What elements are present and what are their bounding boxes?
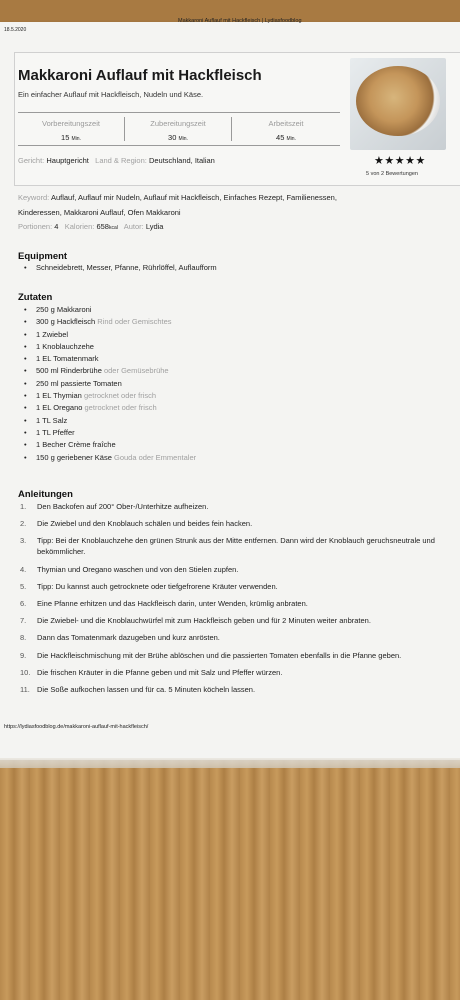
- cook-time: [125, 113, 231, 145]
- step-text: Die Hackfleischmischung mit der Brühe ablöschen und die passierten Tomaten ebenfalls in die Pfanne geben.: [37, 650, 402, 660]
- ingredient-item: [22, 316, 196, 328]
- work-time-value: 45: [276, 133, 285, 142]
- servings-label: Portionen:: [18, 222, 53, 231]
- ingredient-item: [22, 390, 196, 402]
- course-value: Hauptgericht: [46, 156, 89, 165]
- prep-time: [18, 113, 124, 145]
- work-time-unit: Min.: [286, 136, 296, 142]
- step-number: 1.: [20, 502, 27, 511]
- ingredient-text: 1 EL Tomatenmark: [36, 354, 99, 364]
- recipe-subtitle: Ein einfacher Auflauf mit Hackfleisch, Nudeln und Käse.: [18, 90, 204, 99]
- ingredient-text: 250 g Makkaroni: [36, 305, 92, 314]
- instruction-step: [20, 667, 460, 678]
- servings-value: 4: [54, 222, 59, 231]
- instruction-step: [20, 684, 460, 695]
- ingredient-item: [22, 452, 196, 464]
- ingredients-list: [22, 304, 196, 464]
- rating-count: 5 von 2 Bewertungen: [366, 171, 418, 177]
- instruction-step: [20, 615, 460, 626]
- work-time: [232, 113, 340, 145]
- author-value: Lydia: [145, 222, 164, 231]
- step-number: 8.: [20, 633, 27, 643]
- ingredient-text: 1 EL Thymian: [36, 391, 82, 401]
- step-text: Die frischen Kräuter in die Pfanne geben und mit Salz und Pfeffer würzen.: [37, 667, 283, 677]
- equipment-list: [22, 262, 217, 274]
- prep-time-value: 15: [61, 133, 70, 142]
- page-url: https://lydiasfoodblog.de/makkaroni-auflauf-mit-hackfleisch/: [4, 724, 149, 730]
- region-value: Deutschland, Italian: [148, 156, 215, 165]
- calories-value: 658: [96, 222, 109, 231]
- ingredient-text: 500 ml Rinderbrühe: [36, 366, 102, 376]
- step-text: Die Zwiebel und den Knoblauch schälen und beides fein hacken.: [37, 519, 253, 529]
- course-region-line: [18, 156, 215, 165]
- ingredient-item: [22, 378, 196, 390]
- step-text: Eine Pfanne erhitzen und das Hackfleisch darin, unter Wenden, krümlig anbraten.: [37, 598, 308, 608]
- ingredient-item: [22, 329, 196, 341]
- calories-label: Kalorien:: [64, 222, 95, 231]
- print-date: 18.5.2020: [4, 27, 27, 33]
- ingredient-note: oder Gemüsebrühe: [103, 366, 169, 376]
- instruction-step: [20, 598, 460, 609]
- step-number: 11.: [20, 684, 30, 694]
- step-number: 4.: [20, 564, 27, 574]
- step-number: 5.: [20, 581, 27, 591]
- instructions-heading: Anleitungen: [18, 489, 73, 500]
- recipe-photo: [350, 58, 446, 150]
- step-text: Thymian und Oregano waschen und von den Stielen zupfen.: [37, 564, 239, 574]
- step-number: 3.: [20, 536, 27, 546]
- ingredient-item: [22, 341, 196, 353]
- instruction-step: [20, 501, 460, 512]
- ingredient-item: [22, 304, 196, 316]
- recipe-title: Makkaroni Auflauf mit Hackfleisch: [18, 67, 262, 84]
- instruction-step: [20, 650, 460, 661]
- step-number: 10.: [20, 667, 31, 677]
- ingredient-item: [22, 365, 196, 377]
- prep-time-label: Vorbereitungszeit: [42, 119, 100, 128]
- time-box: [18, 112, 340, 146]
- ingredient-item: [22, 353, 196, 365]
- ingredient-note: Rind oder Gemischtes: [97, 317, 172, 327]
- step-text: Tipp: Bei der Knoblauchzehe den grünen Strunk aus der Mitte entfernen. Dann wird der Knoblauch geruchsneutrale und bekömmlicher.: [37, 536, 435, 557]
- calories-unit: kcal: [108, 225, 118, 231]
- course-label: Gericht:: [18, 156, 45, 165]
- keyword-values: Auflauf, Auflauf mir Nudeln, Auflauf mit Hackfleisch, Einfaches Rezept, Familienessen,: [50, 193, 337, 202]
- ingredient-note: getrocknet oder frisch: [84, 403, 157, 413]
- ingredient-note: getrocknet oder frisch: [83, 391, 157, 401]
- step-text: Tipp: Du kannst auch getrocknete oder tiefgefrorene Kräuter verwenden.: [37, 581, 278, 591]
- cook-time-value: 30: [168, 133, 177, 142]
- cook-time-unit: Min.: [178, 136, 188, 142]
- ingredient-text: 1 TL Salz: [36, 415, 68, 425]
- plastic-sleeve-edge: [0, 758, 460, 768]
- prep-time-unit: Min.: [71, 136, 81, 142]
- keyword-line-2: Kinderessen, Makkaroni Auflauf, Ofen Makkaroni: [18, 208, 181, 217]
- casserole-dish-image: [356, 66, 440, 136]
- ingredient-text: 1 Zwiebel: [36, 329, 69, 339]
- print-header-title: Makkaroni Auflauf mit Hackfleisch | Lydiasfoodblog: [178, 18, 302, 24]
- step-text: Die Zwiebel- und die Knoblauchwürfel mit zum Hackfleisch geben und für 2 Minuten weiter anbraten.: [37, 616, 371, 626]
- cook-time-label: Zubereitungszeit: [150, 119, 206, 128]
- instruction-step: [20, 535, 460, 557]
- list-item: • Schneidebrett, Messer, Pfanne, Rührlöffel, Auflaufform: [22, 262, 217, 274]
- step-number: 6.: [20, 598, 27, 608]
- ingredient-item: [22, 427, 196, 439]
- instruction-step: [20, 564, 460, 575]
- step-number: 2.: [20, 519, 27, 529]
- keyword-line: [18, 193, 337, 202]
- work-time-label: Arbeitszeit: [268, 119, 304, 128]
- step-text: Den Backofen auf 200° Ober-/Unterhitze aufheizen.: [37, 502, 209, 511]
- ingredient-text: 300 g Hackfleisch: [36, 317, 96, 327]
- servings-line: [18, 222, 163, 231]
- instructions-list: [20, 501, 460, 701]
- ingredient-note: Gouda oder Emmentaler: [113, 452, 197, 462]
- ingredient-text: 1 TL Pfeffer: [36, 427, 75, 437]
- step-number: 9.: [20, 650, 27, 660]
- ingredient-item: [22, 439, 196, 451]
- ingredient-text: 1 Becher Crème fraîche: [36, 440, 116, 450]
- ingredient-text: 150 g geriebener Käse: [36, 452, 112, 462]
- instruction-step: [20, 518, 460, 529]
- ingredient-item: [22, 415, 196, 427]
- step-number: 7.: [20, 616, 27, 626]
- author-label: Autor:: [123, 222, 144, 231]
- step-text: Die Soße aufkochen lassen und für ca. 5 Minuten köcheln lassen.: [37, 684, 256, 694]
- ingredient-text: 1 EL Oregano: [36, 403, 83, 413]
- ingredient-text: 250 ml passierte Tomaten: [36, 378, 122, 388]
- ingredient-item: [22, 402, 196, 414]
- ingredients-heading: Zutaten: [18, 292, 53, 303]
- region-label: Land & Region:: [95, 156, 147, 165]
- equipment-heading: Equipment: [18, 251, 68, 262]
- rating-stars: ★★★★★: [374, 155, 426, 167]
- instruction-step: [20, 632, 460, 643]
- step-text: Dann das Tomatenmark dazugeben und kurz anrösten.: [37, 633, 220, 643]
- instruction-step: [20, 581, 460, 592]
- keyword-label: Keyword:: [18, 193, 50, 202]
- ingredient-text: 1 Knoblauchzehe: [36, 341, 94, 351]
